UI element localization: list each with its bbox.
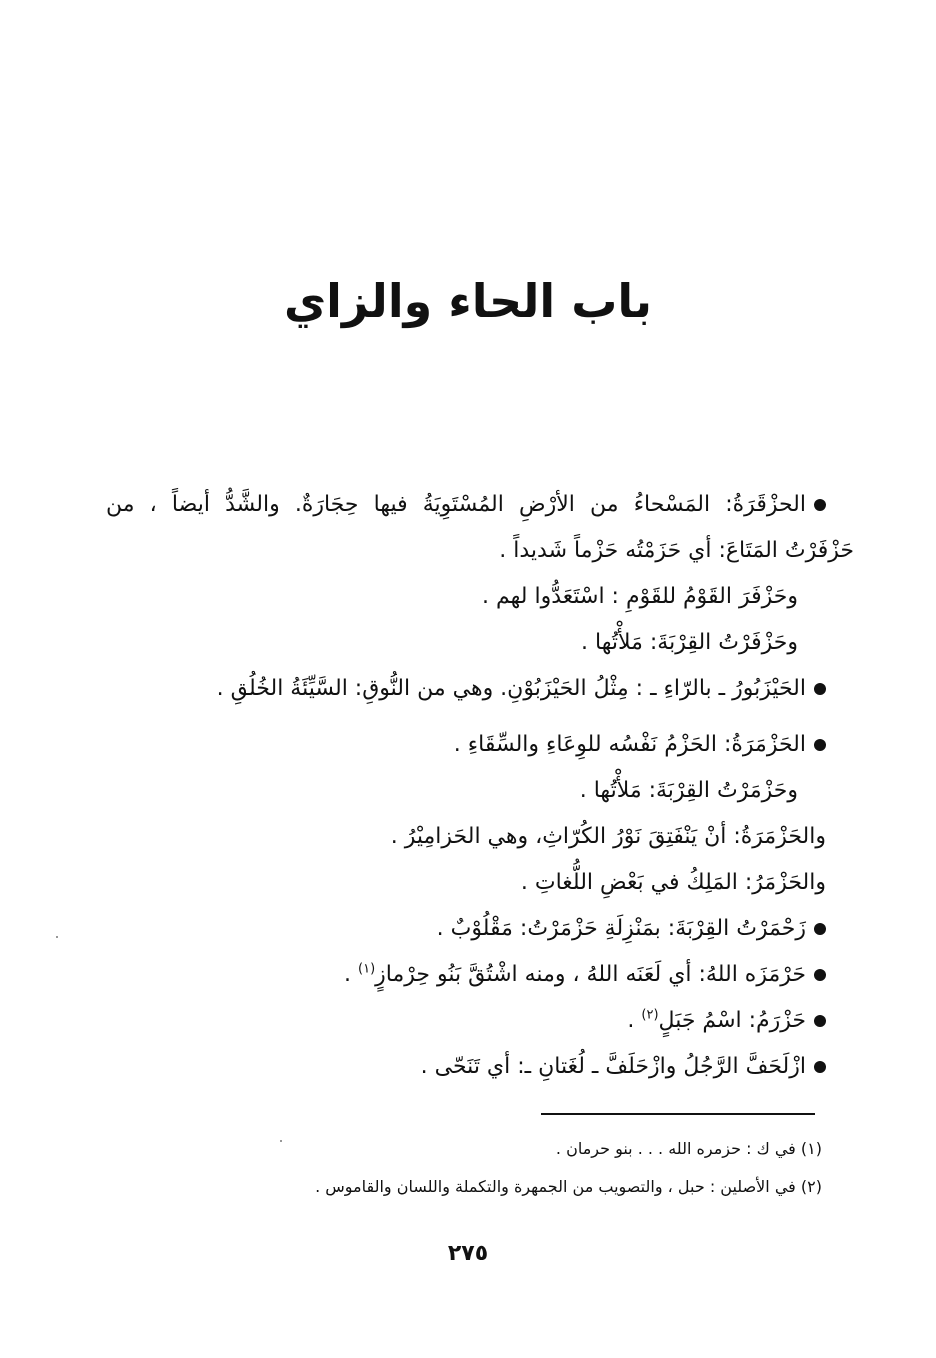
bullet-icon	[814, 969, 826, 981]
entry-line: ازْلَحَفَّ الرَّجُلُ وازْحَلَفَّ ـ لُغَتانِ ـ: أي تَنَحّى .	[106, 1044, 826, 1090]
entry-line: الحَيْزَبُورُ ـ بالرّاءِ ـ : مِثْلُ الحَيْزَبُوْنِ. وهي من النُّوقِ: السَّيِّئَةُ الخُلُقِ .	[106, 666, 826, 712]
footnotes	[102, 1130, 822, 1206]
bullet-icon	[814, 683, 826, 695]
entry-line: حَزْرَمُ: اسْمُ جَبَلٍ$^{(٢)}$ .	[106, 998, 826, 1044]
entry-line: الحزْقَرَةُ: المَسْحاءُ من الأرْضِ المُسْتَوِيَةُ فيها حِجَارَةٌ. والشَّدُّ أيضاً ، من	[106, 482, 826, 528]
bullet-icon	[814, 1061, 826, 1073]
footnote-divider	[541, 1113, 815, 1115]
footnote: (١) في ك : حزمره الله . . . بنو حرمان .	[555, 1139, 822, 1158]
scan-speck	[56, 936, 58, 938]
footnote-ref: (١)	[358, 961, 376, 977]
scan-speck	[280, 1140, 282, 1142]
entry-line: الحَزْمَرَةُ: الحَزْمُ نَفْسُه للوِعَاءِ والسِّقَاءِ .	[106, 722, 826, 768]
entry-line: والحَزْمَرَةُ: أنْ يَنْفَتِقَ نَوْرُ الكُرّاثِ، وهي الحَزامِيْرُ .	[390, 824, 826, 849]
page-title: باب الحاء والزاي	[284, 274, 652, 328]
bullet-icon	[814, 499, 826, 511]
bullet-icon	[814, 923, 826, 935]
entry-line: وحَزْفَرْتُ القِرْبَةَ: مَلأْتُها .	[581, 630, 798, 655]
bullet-icon	[814, 739, 826, 751]
entry-line: والحَزْمَرُ: المَلِكُ في بَعْضِ اللُّغاتِ .	[520, 870, 826, 895]
entry-line: زَحْمَرْتُ القِرْبَةَ: بمَنْزِلَةِ حَزْمَرْتُ: مَقْلُوْبٌ .	[106, 906, 826, 952]
page-number: ٢٧٥	[447, 1241, 489, 1266]
footnote: (٢) في الأصلين : حبل ، والتصويب من الجمهرة والتكملة واللسان والقاموس .	[315, 1177, 822, 1196]
entry-line: حَرْمَزَه اللهُ: أي لَعَنَه اللهُ ، ومنه اشْتُقَّ بَنُو حِرْمازٍ$^{(١)}$ .	[106, 952, 826, 998]
entry-line: وحَزْمَرْتُ القِرْبَةَ: مَلأْتُها .	[579, 778, 798, 803]
entry-line: حَزْفَرْتُ المَتَاعَ: أي حَزَمْتُه حَزْماً شَديداً .	[499, 538, 854, 563]
entry-line: وحَزْفَرَ القَوْمُ للقَوْمِ : اسْتَعَدُّوا لهم .	[482, 584, 798, 609]
bullet-icon	[814, 1015, 826, 1027]
dictionary-entries	[106, 482, 854, 1090]
footnote-ref: (٢)	[641, 1007, 659, 1023]
